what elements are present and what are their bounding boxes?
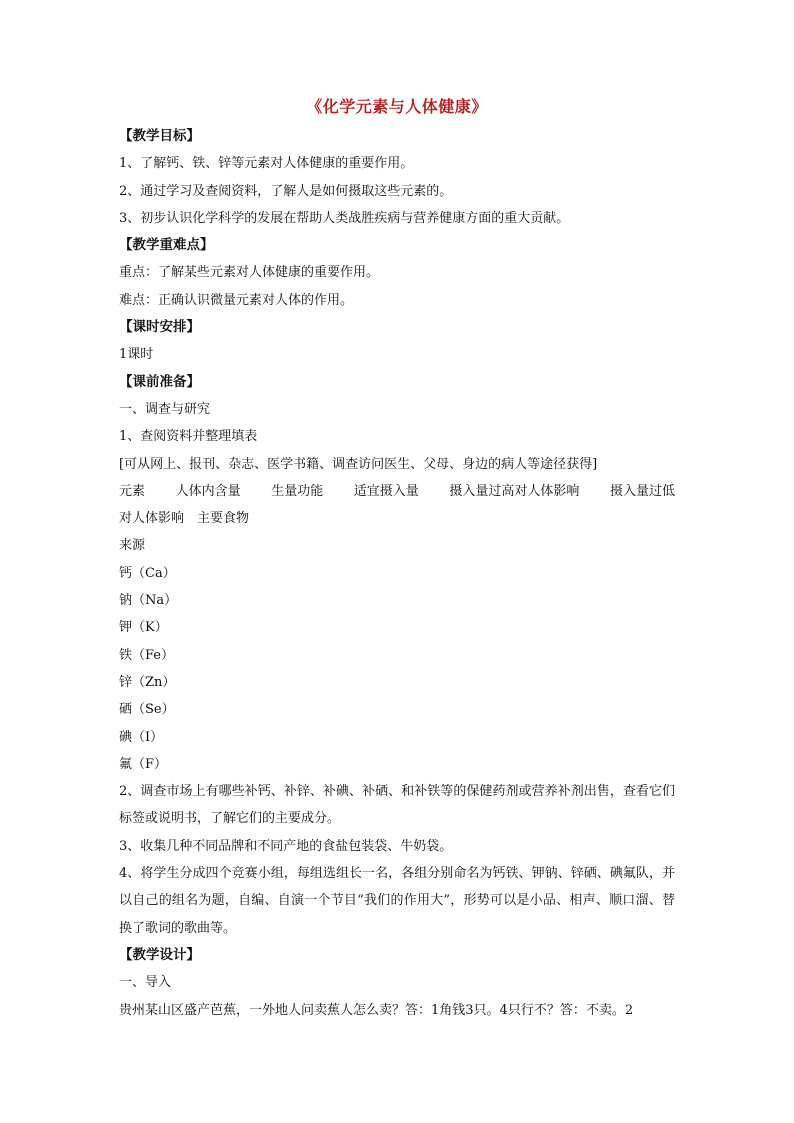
preparation-section-title: 一、调查与研究 bbox=[119, 401, 211, 417]
table-header-cell: 人体内含量 bbox=[175, 483, 241, 499]
preparation-item: 1、查阅资料并整理填表 bbox=[119, 429, 258, 445]
table-header-cell: 适宜摄入量 bbox=[353, 483, 419, 499]
table-header-row bbox=[119, 478, 675, 505]
table-header-cell: 生量功能 bbox=[271, 483, 324, 499]
element-row: 钾（K） bbox=[119, 620, 168, 636]
document-content bbox=[119, 93, 675, 1024]
table-header-continuation: 来源 bbox=[119, 538, 146, 554]
element-row: 锌（Zn） bbox=[119, 674, 176, 690]
preparation-note: [可从网上、报刊、杂志、医学书籍、调查访问医生、父母、身边的病人等途径获得] bbox=[119, 456, 598, 472]
preparation-item: 4、将学生分成四个竞赛小组，每组选组长一名，各组分别命名为钙铁、钾钠、锌硒、碘氟队，并以自己的组名为题，自编、自演一个节目“我们的作用大”，形势可以是小品、相声、顺口溜、替换了歌词的歌曲等。 bbox=[119, 866, 675, 936]
element-row: 铁（Fe） bbox=[119, 647, 175, 663]
objective-item: 1、了解钙、铁、锌等元素对人体健康的重要作用。 bbox=[119, 156, 414, 172]
table-header-cell: 摄入量过高对人体影响 bbox=[449, 483, 580, 499]
element-row: 硒（Se） bbox=[119, 702, 175, 718]
design-heading: 【教学设计】 bbox=[119, 946, 200, 963]
table-header-continuation: 对人体影响 主要食物 bbox=[119, 511, 250, 527]
design-text: 贵州某山区盛产芭蕉，一外地人问卖蕉人怎么卖？答：1角钱3只。4只行不？答：不卖。2 bbox=[119, 1002, 634, 1018]
element-row: 氟（F） bbox=[119, 756, 168, 772]
document-title: 《化学元素与人体健康》 bbox=[306, 97, 488, 116]
table-header-cell: 元素 bbox=[119, 483, 146, 499]
preparation-item: 3、收集几种不同品牌和不同产地的食盐包装袋、牛奶袋。 bbox=[119, 838, 453, 854]
objective-item: 3、初步认识化学科学的发展在帮助人类战胜疾病与营养健康方面的重大贡献。 bbox=[119, 210, 570, 226]
preparation-heading: 【课前准备】 bbox=[119, 373, 200, 390]
element-row: 碘（I） bbox=[119, 729, 164, 745]
design-section-title: 一、导入 bbox=[119, 975, 172, 991]
schedule-text: 1课时 bbox=[119, 347, 154, 363]
table-header-cell: 摄入量过低 bbox=[609, 483, 675, 499]
element-row: 钠（Na） bbox=[119, 593, 178, 609]
key-points-heading: 【教学重难点】 bbox=[119, 237, 214, 254]
preparation-item: 2、调查市场上有哪些补钙、补锌、补碘、补硒、和补铁等的保健药剂或营养补剂出售，查看它们标签或说明书，了解它们的主要成分。 bbox=[119, 784, 675, 827]
objective-item: 2、通过学习及查阅资料，了解人是如何摄取这些元素的。 bbox=[119, 183, 453, 199]
key-point-item: 重点：了解某些元素对人体健康的重要作用。 bbox=[119, 265, 380, 281]
element-row: 钙（Ca） bbox=[119, 565, 176, 581]
key-point-item: 难点：正确认识微量元素对人体的作用。 bbox=[119, 292, 354, 308]
objectives-heading: 【教学目标】 bbox=[119, 128, 200, 144]
schedule-heading: 【课时安排】 bbox=[119, 319, 200, 336]
